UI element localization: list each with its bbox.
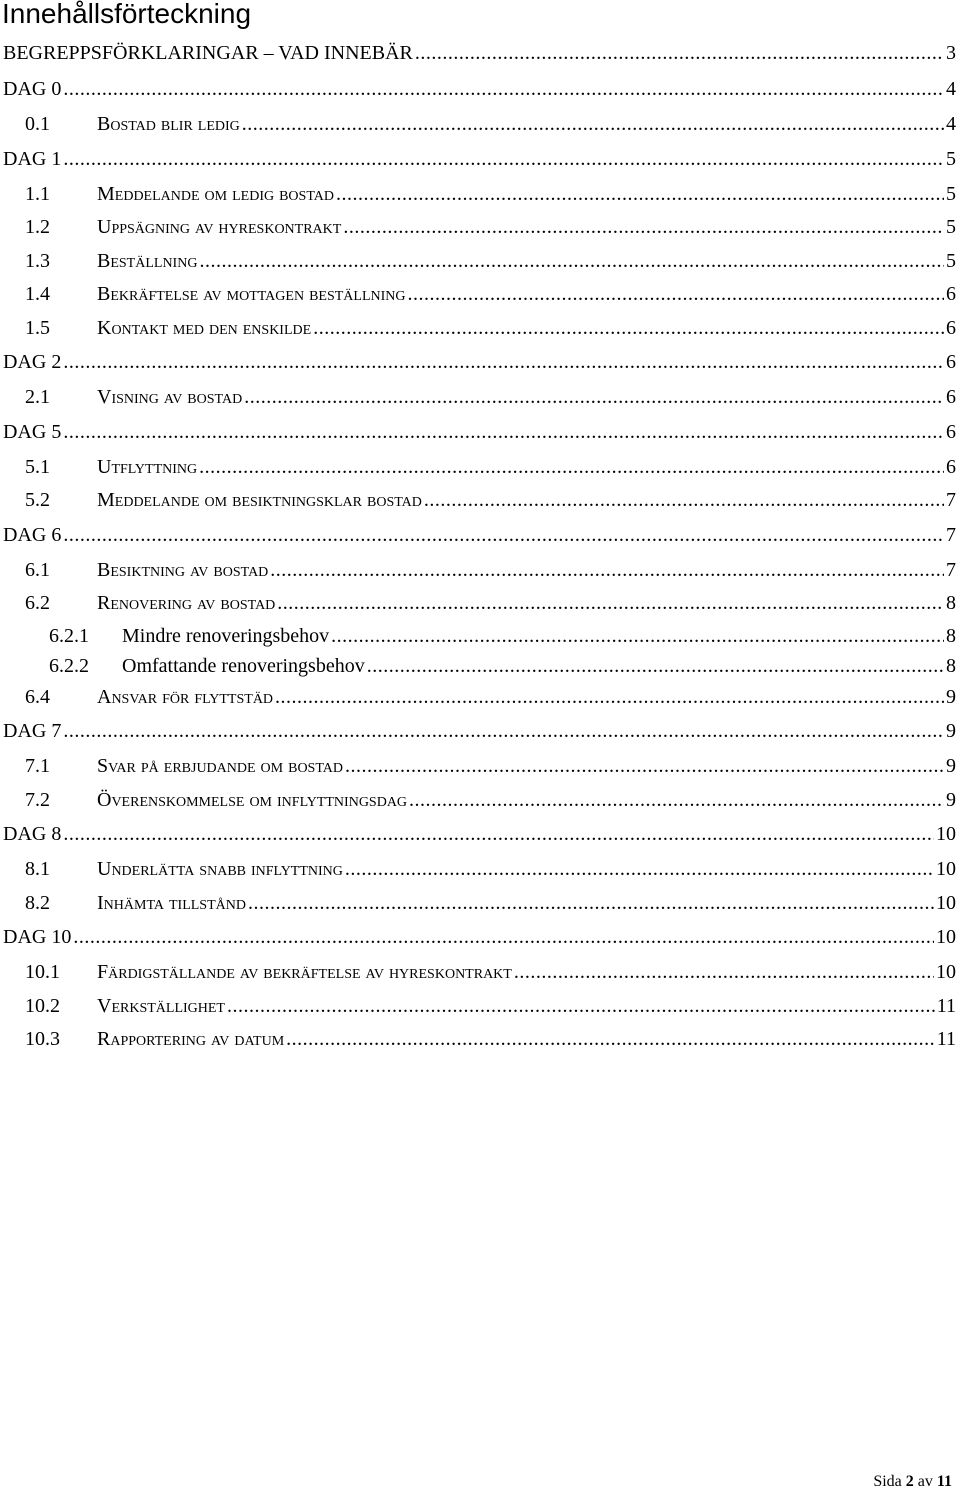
toc-entry[interactable]: [3, 36, 956, 72]
toc-entry[interactable]: [3, 920, 956, 956]
toc-entry-page-number: 10: [936, 961, 956, 983]
toc-entry-number: 0.1: [25, 113, 50, 135]
toc-entry-page-number: 5: [946, 182, 956, 205]
toc-entry[interactable]: [3, 554, 956, 588]
toc-dot-leader: [275, 681, 944, 715]
toc-entry-number: 10.2: [25, 994, 60, 1017]
toc-dot-leader: [63, 345, 944, 380]
toc-entry-page-number: 10: [936, 823, 956, 845]
toc-entry-label: Uppsägning av hyreskontrakt: [97, 216, 342, 238]
toc-entry-page-number: 3: [946, 42, 956, 64]
toc-entry-page-number: 4: [946, 113, 956, 135]
toc-entry-number: 1.2: [25, 216, 50, 238]
toc-entry-number: 6.2.1: [49, 624, 89, 647]
toc-dot-leader: [286, 1023, 935, 1057]
toc-entry-label: Rapportering av datum: [97, 1028, 285, 1050]
toc-entry-page-number: 6: [946, 351, 956, 373]
toc-entry-number: 1.4: [25, 283, 50, 305]
toc-entry-number: 6.2.2: [49, 654, 89, 677]
toc-entry[interactable]: [3, 817, 956, 853]
toc-entry[interactable]: [3, 518, 956, 554]
toc-entry[interactable]: [3, 345, 956, 381]
toc-entry-number: 1.1: [25, 182, 50, 205]
toc-entry-page-number: 5: [946, 216, 956, 238]
toc-dot-leader: [244, 381, 944, 415]
toc-dot-leader: [313, 312, 944, 346]
toc-entry-page-number: 8: [946, 624, 956, 647]
toc-entry-label: Mindre renoveringsbehov: [122, 624, 330, 647]
toc-dot-leader: [367, 651, 944, 681]
toc-entry[interactable]: [3, 651, 956, 681]
toc-entry-page-number: 6: [946, 455, 956, 478]
toc-dot-leader: [514, 956, 934, 990]
toc-entry-label: Svar på erbjudande om bostad: [97, 755, 343, 777]
toc-dot-leader: [227, 990, 935, 1024]
toc-entry-page-number: 8: [946, 654, 956, 677]
toc-entry-page-number: 10: [936, 891, 956, 914]
toc-entry-page-number: 11: [936, 1028, 956, 1050]
toc-entry-label: Meddelande om ledig bostad: [97, 182, 334, 205]
toc-entry-number: 10.1: [25, 961, 60, 983]
toc-entry-page-number: 7: [946, 558, 956, 581]
table-of-contents: [3, 36, 956, 1057]
toc-entry-page-number: 6: [946, 316, 956, 339]
toc-entry-number: 8.1: [25, 858, 50, 880]
toc-entry[interactable]: [3, 853, 956, 887]
page-title: Innehållsförteckning: [2, 0, 252, 29]
toc-entry-label: Färdigställande av bekräftelse av hyreskontrakt: [97, 961, 512, 983]
toc-entry[interactable]: [3, 178, 956, 212]
toc-entry-number: 1.5: [25, 316, 50, 339]
toc-entry-label: Överenskommelse om inflyttningsdag: [97, 788, 408, 811]
toc-entry[interactable]: [3, 784, 956, 818]
toc-entry-label: Beställning: [97, 249, 198, 272]
toc-dot-leader: [415, 36, 944, 71]
toc-entry-label: Besiktning av bostad: [97, 558, 269, 581]
toc-entry-page-number: 4: [946, 78, 956, 100]
page-footer: [873, 1472, 952, 1492]
toc-entry-page-number: 9: [946, 788, 956, 811]
toc-dot-leader: [424, 484, 944, 518]
toc-entry-label: DAG 10: [3, 926, 72, 948]
toc-entry[interactable]: [3, 887, 956, 921]
footer-prefix: Sida: [873, 1473, 902, 1490]
toc-entry[interactable]: [3, 278, 956, 312]
toc-entry[interactable]: [3, 681, 956, 715]
toc-entry[interactable]: [3, 415, 956, 451]
footer-separator: av: [917, 1473, 933, 1490]
toc-dot-leader: [345, 853, 934, 887]
toc-entry-label: DAG 2: [3, 351, 62, 373]
toc-dot-leader: [63, 817, 934, 852]
toc-dot-leader: [63, 518, 944, 553]
toc-dot-leader: [331, 621, 944, 651]
toc-entry-page-number: 10: [936, 858, 956, 880]
toc-entry-page-number: 5: [946, 249, 956, 272]
toc-entry-label: Bostad blir ledig: [97, 113, 240, 135]
toc-entry-label: DAG 6: [3, 523, 62, 546]
toc-entry-label: Utflyttning: [97, 455, 198, 478]
toc-dot-leader: [270, 554, 944, 588]
toc-entry-label: Renovering av bostad: [97, 592, 276, 614]
toc-entry-label: DAG 8: [3, 823, 62, 845]
toc-dot-leader: [199, 451, 944, 485]
toc-entry-label: Bekräftelse av mottagen beställning: [97, 283, 406, 305]
toc-dot-leader: [199, 245, 944, 279]
toc-dot-leader: [63, 415, 944, 450]
toc-entry[interactable]: [3, 714, 956, 750]
footer-current-page: 2: [905, 1473, 914, 1490]
toc-entry[interactable]: [3, 587, 956, 621]
toc-entry-page-number: 9: [946, 755, 956, 777]
toc-entry-page-number: 7: [946, 523, 956, 546]
toc-entry[interactable]: [3, 956, 956, 990]
toc-entry[interactable]: [3, 211, 956, 245]
toc-entry-label: DAG 0: [3, 78, 62, 100]
toc-dot-leader: [277, 587, 944, 621]
toc-entry[interactable]: [3, 245, 956, 279]
toc-entry[interactable]: [3, 484, 956, 518]
toc-dot-leader: [63, 72, 944, 107]
toc-entry-page-number: 9: [946, 685, 956, 708]
toc-entry-label: DAG 1: [3, 147, 62, 170]
toc-entry[interactable]: [3, 990, 956, 1024]
toc-entry-number: 7.2: [25, 788, 50, 811]
toc-entry-label: Kontakt med den enskilde: [97, 316, 312, 339]
toc-entry-number: 10.3: [25, 1028, 60, 1050]
toc-entry-number: 1.3: [25, 249, 50, 272]
toc-entry-page-number: 8: [946, 592, 956, 614]
toc-entry-label: DAG 7: [3, 720, 62, 742]
toc-entry-number: 6.1: [25, 558, 50, 581]
toc-dot-leader: [63, 142, 944, 177]
toc-dot-leader: [343, 211, 944, 245]
toc-entry-label: Inhämta tillstånd: [97, 891, 246, 914]
toc-entry[interactable]: [3, 142, 956, 178]
toc-entry-number: 2.1: [25, 386, 50, 408]
toc-entry-page-number: 7: [946, 489, 956, 511]
toc-dot-leader: [345, 750, 944, 784]
toc-dot-leader: [248, 887, 934, 921]
toc-entry-page-number: 10: [936, 926, 956, 948]
toc-entry-number: 8.2: [25, 891, 50, 914]
toc-dot-leader: [408, 278, 944, 312]
toc-entry-label: Underlätta snabb inflyttning: [97, 858, 343, 880]
toc-entry[interactable]: [3, 108, 956, 142]
toc-entry-page-number: 6: [946, 283, 956, 305]
toc-dot-leader: [336, 178, 944, 212]
toc-entry-label: Omfattande renoveringsbehov: [122, 654, 365, 677]
toc-entry-page-number: 5: [946, 147, 956, 170]
toc-entry-label: Meddelande om besiktningsklar bostad: [97, 489, 422, 511]
toc-entry-number: 6.4: [25, 685, 50, 708]
toc-entry-label: Visning av bostad: [97, 386, 243, 408]
toc-entry[interactable]: [3, 750, 956, 784]
toc-entry[interactable]: [3, 451, 956, 485]
toc-dot-leader: [73, 920, 934, 955]
toc-entry-page-number: 9: [946, 720, 956, 742]
toc-entry-label: Verkställighet: [97, 994, 225, 1017]
toc-entry[interactable]: [3, 1023, 956, 1057]
toc-entry-label: BEGREPPSFÖRKLARINGAR – VAD INNEBÄR: [3, 42, 413, 64]
footer-total-pages: 11: [936, 1473, 952, 1490]
toc-entry-label: DAG 5: [3, 420, 62, 443]
toc-entry-label: Ansvar för flyttstäd: [97, 685, 274, 708]
toc-entry-page-number: 6: [946, 420, 956, 443]
toc-entry-number: 6.2: [25, 592, 50, 614]
toc-entry[interactable]: [3, 312, 956, 346]
toc-entry-number: 5.1: [25, 455, 50, 478]
toc-entry-page-number: 6: [946, 386, 956, 408]
toc-entry[interactable]: [3, 621, 956, 651]
toc-entry-number: 7.1: [25, 755, 50, 777]
toc-entry[interactable]: [3, 72, 956, 108]
toc-entry-page-number: 11: [936, 994, 956, 1017]
toc-dot-leader: [409, 784, 944, 818]
toc-dot-leader: [63, 714, 944, 749]
toc-dot-leader: [242, 108, 944, 142]
toc-entry[interactable]: [3, 381, 956, 415]
toc-entry-number: 5.2: [25, 489, 50, 511]
